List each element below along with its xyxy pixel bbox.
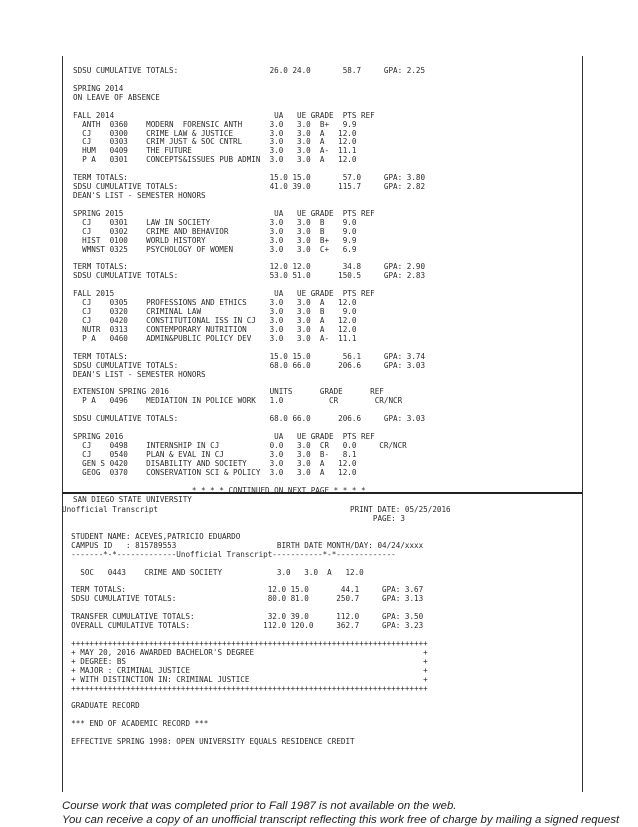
transcript-line: SDSU CUMULATIVE TOTALS: 26.0 24.0 58.7 GPA: 2.25 [73, 66, 426, 75]
transcript-line: FALL 2015 UA UE GRADE PTS REF [73, 289, 375, 299]
transcript-line: CJ 0302 CRIME AND BEHAVIOR 3.0 3.0 B 9.0 [73, 226, 357, 236]
transcript-line: SDSU CUMULATIVE TOTALS: 80.0 81.0 250.7 GPA: 3.13 [62, 594, 424, 604]
transcript-line: SOC 0443 CRIME AND SOCIETY 3.0 3.0 A 12.0 [62, 567, 364, 577]
transcript-line: CJ 0420 CONSTITUTIONAL ISS IN CJ 3.0 3.0 A 12.0 [73, 316, 357, 326]
transcript-line: + WITH DISTINCTION IN: CRIMINAL JUSTICE + [62, 674, 428, 684]
transcript-line: SDSU CUMULATIVE TOTALS: 68.0 66.0 206.6 GPA: 3.03 [73, 360, 426, 370]
transcript-line: CJ 0320 CRIMINAL LAW 3.0 3.0 B 9.0 [73, 307, 357, 317]
transcript-line: Unofficial Transcript PRINT DATE: 05/25/2016 [62, 505, 451, 514]
transcript-line: * * * * CONTINUED ON NEXT PAGE * * * * [73, 485, 366, 495]
footer-note-web-availability: Course work that was completed prior to Fall 1987 is not available on the web. [62, 800, 457, 812]
transcript-line: HIST 0100 WORLD HISTORY 3.0 3.0 B+ 9.9 [73, 235, 357, 245]
transcript-line: ANTH 0360 MODERN FORENSIC ANTH 3.0 3.0 B+ 9.9 [73, 119, 357, 129]
transcript-line: TERM TOTALS: 12.0 15.0 44.1 GPA: 3.67 [62, 585, 424, 595]
transcript-line: ++++++++++++++++++++++++++++++++++++++++++++++++++++++++++++++++++++++++++++++ [62, 638, 428, 648]
transcript-line: OVERALL CUMULATIVE TOTALS: 112.0 120.0 362.7 GPA: 3.23 [62, 621, 424, 631]
transcript-line: WMNST 0325 PSYCHOLOGY OF WOMEN 3.0 3.0 C+ 6.9 [73, 244, 357, 254]
transcript-line: TRANSFER CUMULATIVE TOTALS: 32.0 39.0 112.0 GPA: 3.50 [62, 612, 424, 622]
transcript-line: SPRING 2014 [73, 83, 124, 93]
transcript-line: ++++++++++++++++++++++++++++++++++++++++++++++++++++++++++++++++++++++++++++++ [62, 683, 428, 693]
transcript-line: NUTR 0313 CONTEMPORARY NUTRITION 3.0 3.0 A 12.0 [73, 324, 357, 334]
transcript-line: FALL 2014 UA UE GRADE PTS REF [73, 110, 375, 120]
transcript-line: DEAN'S LIST - SEMESTER HONORS [73, 191, 206, 201]
transcript-line: PAGE: 3 [62, 513, 405, 523]
transcript-line: ON LEAVE OF ABSENCE [73, 92, 160, 102]
transcript-line: CJ 0300 CRIME LAW & JUSTICE 3.0 3.0 A 12.0 [73, 128, 357, 138]
transcript-line: STUDENT NAME: ACEVES,PATRICIO EDUARDO [62, 531, 241, 541]
transcript-line: + MAY 20, 2016 AWARDED BACHELOR'S DEGREE + [62, 647, 428, 657]
transcript-line: P A 0460 ADMIN&PUBLIC POLICY DEV 3.0 3.0 A- 11.1 [73, 333, 357, 343]
transcript-line: CJ 0303 CRIM JUST & SOC CNTRL 3.0 3.0 A 12.0 [73, 137, 357, 147]
transcript-line: CAMPUS ID : 815789553 BIRTH DATE MONTH/DAY: 04/24/xxxx [62, 540, 424, 550]
transcript-line: SDSU CUMULATIVE TOTALS: 68.0 66.0 206.6 GPA: 3.03 [73, 414, 426, 424]
transcript-line: SPRING 2016 UA UE GRADE PTS REF [73, 432, 375, 442]
transcript-line: SDSU CUMULATIVE TOTALS: 53.0 51.0 150.5 GPA: 2.83 [73, 271, 426, 281]
transcript-line: + DEGREE: BS + [62, 656, 428, 666]
transcript-line: CJ 0540 PLAN & EVAL IN CJ 3.0 3.0 B- 8.1 [73, 449, 357, 459]
transcript-line: SDSU CUMULATIVE TOTALS: 41.0 39.0 115.7 GPA: 2.82 [73, 182, 426, 192]
transcript-line: SPRING 2015 UA UE GRADE PTS REF [73, 208, 375, 218]
transcript-line: CJ 0301 LAW IN SOCIETY 3.0 3.0 B 9.0 [73, 217, 357, 227]
footer-note-mail-request: You can receive a copy of an unofficial transcript reflecting this work free of charge by mailing a signed request [62, 814, 620, 826]
transcript-line: P A 0496 MEDIATION IN POLICE WORK 1.0 CR CR/NCR [73, 396, 403, 406]
transcript-line: SAN DIEGO STATE UNIVERSITY [73, 494, 192, 504]
transcript-line: HUM 0409 THE FUTURE 3.0 3.0 A- 11.1 [73, 146, 357, 156]
transcript-line: EXTENSION SPRING 2016 UNITS GRADE REF [73, 387, 384, 397]
transcript-line: + MAJOR : CRIMINAL JUSTICE + [62, 665, 428, 675]
transcript-line: GRADUATE RECORD [62, 701, 140, 711]
transcript-line: TERM TOTALS: 15.0 15.0 56.1 GPA: 3.74 [73, 351, 426, 361]
transcript-line: GEOG 0370 CONSERVATION SCI & POLICY 3.0 3.0 A 12.0 [73, 467, 357, 477]
transcript-line: P A 0301 CONCEPTS&ISSUES PUB ADMIN 3.0 3.0 A 12.0 [73, 155, 357, 165]
transcript-line: -------*-*-------------Unofficial Transcript-----------*-*------------- [62, 549, 396, 559]
transcript-line: GEN S 0420 DISABILITY AND SOCIETY 3.0 3.0 A 12.0 [73, 458, 357, 468]
transcript-line: CJ 0498 INTERNSHIP IN CJ 0.0 3.0 CR 0.0 CR/NCR [73, 441, 407, 451]
transcript-line: TERM TOTALS: 12.0 12.0 34.8 GPA: 2.90 [73, 262, 426, 272]
transcript-line: *** END OF ACADEMIC RECORD *** [62, 719, 209, 729]
transcript-line: TERM TOTALS: 15.0 15.0 57.0 GPA: 3.80 [73, 173, 426, 183]
transcript-line: DEAN'S LIST - SEMESTER HONORS [73, 369, 206, 379]
transcript-line: EFFECTIVE SPRING 1998: OPEN UNIVERSITY EQUALS RESIDENCE CREDIT [62, 737, 355, 747]
transcript-line: CJ 0305 PROFESSIONS AND ETHICS 3.0 3.0 A 12.0 [73, 298, 357, 308]
